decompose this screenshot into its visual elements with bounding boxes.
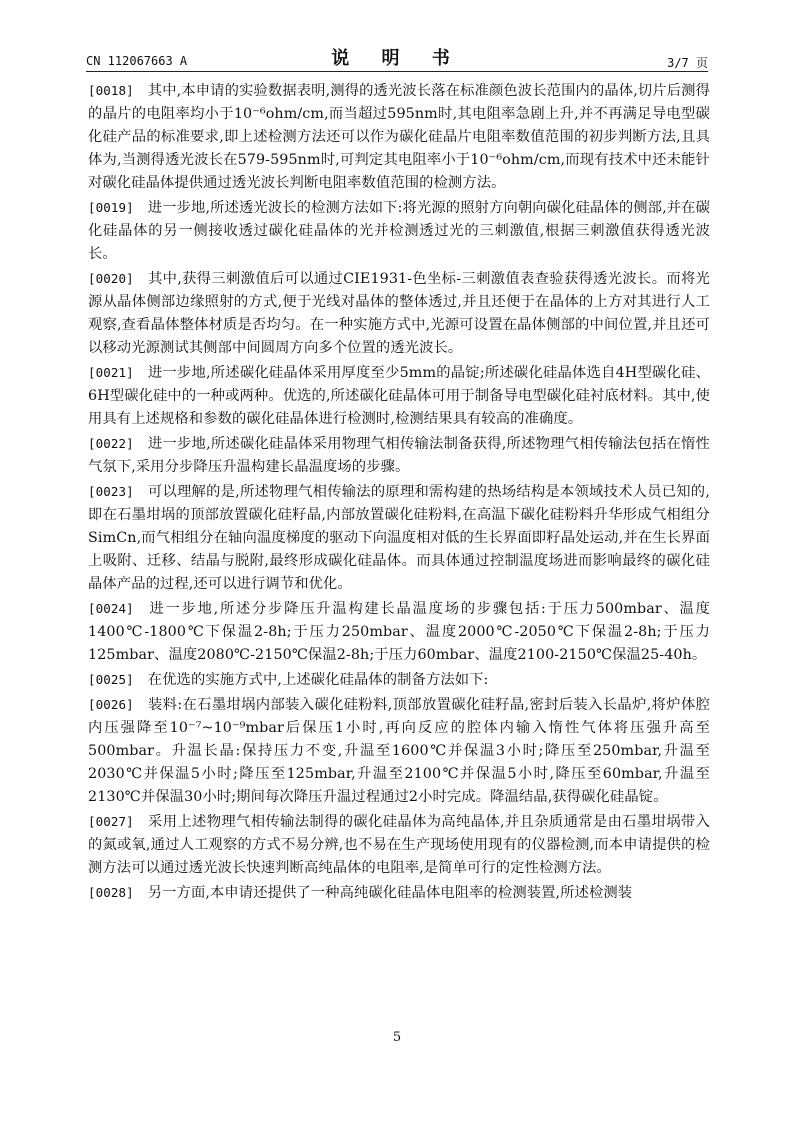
paragraph-number: [0026]	[88, 697, 134, 712]
paragraph-number: [0025]	[88, 672, 134, 687]
paragraph-0022	[88, 432, 710, 479]
paragraph-number: [0027]	[88, 814, 134, 829]
paragraph-text: 采用上述物理气相传输法制得的碳化硅晶体为高纯晶体,并且杂质通常是由石墨坩埚带入的氮或氧,通过人工观察的方式不易分辨,也不易在生产现场使用现有的仪器检测,而本申请提供的检测方法可以通过透光波长快速判断高纯晶体的电阻率,是简单可行的定性检测方法。	[88, 814, 710, 876]
doc-title: 说 明 书	[331, 48, 463, 69]
paragraph-0026	[88, 693, 710, 809]
paragraph-0027	[88, 810, 710, 880]
paragraph-number: [0022]	[88, 436, 134, 451]
paragraph-text: 其中,获得三刺激值后可以通过CIE1931-色坐标-三刺激值表查验获得透光波长。而将光源从晶体侧部边缘照射的方式,便于光线对晶体的整体透过,并且还便于在晶体的上方对其进行人工观察,查看晶体整体材质是否均匀。在一种实施方式中,光源可设置在晶体侧部的中间位置,并且还可以移动光源测试其侧部中间圆周方向多个位置的透光波长。	[88, 271, 710, 356]
paragraph-0019	[88, 196, 710, 266]
paragraph-number: [0019]	[88, 200, 134, 215]
paragraph-number: [0018]	[88, 83, 134, 98]
paragraph-text: 另一方面,本申请还提供了一种高纯碳化硅晶体电阻率的检测装置,所述检测装	[147, 885, 633, 901]
paragraph-0028	[88, 881, 710, 905]
paragraph-number: [0020]	[88, 271, 134, 286]
page-number: 5	[392, 1030, 402, 1045]
paragraph-text: 进一步地,所述透光波长的检测方法如下:将光源的照射方向朝向碳化硅晶体的侧部,并在碳化硅晶体的另一侧接收透过碳化硅晶体的光并检测透过光的三刺激值,根据三刺激值获得透光波长。	[88, 200, 710, 262]
paragraph-0024	[88, 597, 710, 667]
paragraph-number: [0024]	[88, 601, 134, 616]
paragraph-text: 在优选的实施方式中,上述碳化硅晶体的制备方法如下:	[147, 672, 489, 688]
page-header	[86, 42, 708, 68]
paragraph-0021	[88, 361, 710, 431]
paragraph-text: 进一步地,所述分步降压升温构建长晶温度场的步骤包括:于压力500mbar、温度1400℃-1800℃下保温2-8h;于压力250mbar、温度2000℃-2050℃下保温2-8h;于压力125mbar、温度2080℃-2150℃保温2-8h;于压力60mbar、温度2100-2150℃保温25-40h。	[88, 601, 710, 663]
paragraph-text: 其中,本申请的实验数据表明,测得的透光波长落在标准颜色波长范围内的晶体,切片后测得的晶片的电阻率均小于10⁻⁶ohm/cm,而当超过595nm时,其电阻率急剧上升,并不再满足导电型碳化硅产品的标准要求,即上述检测方法还可以作为碳化硅晶片电阻率数值范围的初步判断方法,且具体为,当测得透光波长在579-595nm时,可判定其电阻率小于10⁻⁶ohm/cm,而现有技术中还未能针对碳化硅晶体提供通过透光波长判断电阻率数值范围的检测方法。	[88, 83, 710, 191]
paragraph-0025	[88, 668, 710, 692]
paragraph-number: [0023]	[88, 484, 134, 499]
paragraph-text: 进一步地,所述碳化硅晶体采用物理气相传输法制备获得,所述物理气相传输法包括在惰性气氛下,采用分步降压升温构建长晶温度场的步骤。	[88, 436, 710, 475]
header-rule	[86, 71, 708, 72]
paragraph-text: 装料:在石墨坩埚内部装入碳化硅粉料,顶部放置碳化硅籽晶,密封后装入长晶炉,将炉体腔内压强降至10⁻⁷~10⁻⁹mbar后保压1小时,再向反应的腔体内输入惰性气体将压强升高至500mbar。升温长晶:保持压力不变,升温至1600℃并保温3小时;降压至250mbar,升温至2030℃并保温5小时;降压至125mbar,升温至2100℃并保温5小时,降压至60mbar,升温至2130℃并保温30小时;期间每次降压升温过程通过2小时完成。降温结晶,获得碳化硅晶锭。	[88, 697, 710, 805]
paragraph-0020	[88, 267, 710, 360]
paragraph-0018	[88, 79, 710, 195]
paragraph-text: 进一步地,所述碳化硅晶体采用厚度至少5mm的晶锭;所述碳化硅晶体选自4H型碳化硅、6H型碳化硅中的一种或两种。优选的,所述碳化硅晶体可用于制备导电型碳化硅衬底材料。其中,使用具有上述规格和参数的碳化硅晶体进行检测时,检测结果具有较高的准确度。	[88, 365, 710, 427]
paragraph-text: 可以理解的是,所述物理气相传输法的原理和需构建的热场结构是本领域技术人员已知的,即在石墨坩埚的顶部放置碳化硅籽晶,内部放置碳化硅粉料,在高温下碳化硅粉料升华形成气相组分SimCn,而气相组分在轴向温度梯度的驱动下向温度相对低的生长界面即籽晶处运动,并在生长界面上吸附、迁移、结晶与脱附,最终形成碳化硅晶体。而具体通过控制温度场进而影响最终的碳化硅晶体产品的过程,还可以进行调节和优化。	[88, 484, 710, 592]
page-indicator: 3/7 页	[667, 56, 708, 70]
paragraph-0023	[88, 480, 710, 596]
paragraph-number: [0028]	[88, 885, 134, 900]
document-body	[88, 79, 710, 906]
doc-number: CN 112067663 A	[86, 54, 188, 68]
paragraph-number: [0021]	[88, 365, 134, 380]
